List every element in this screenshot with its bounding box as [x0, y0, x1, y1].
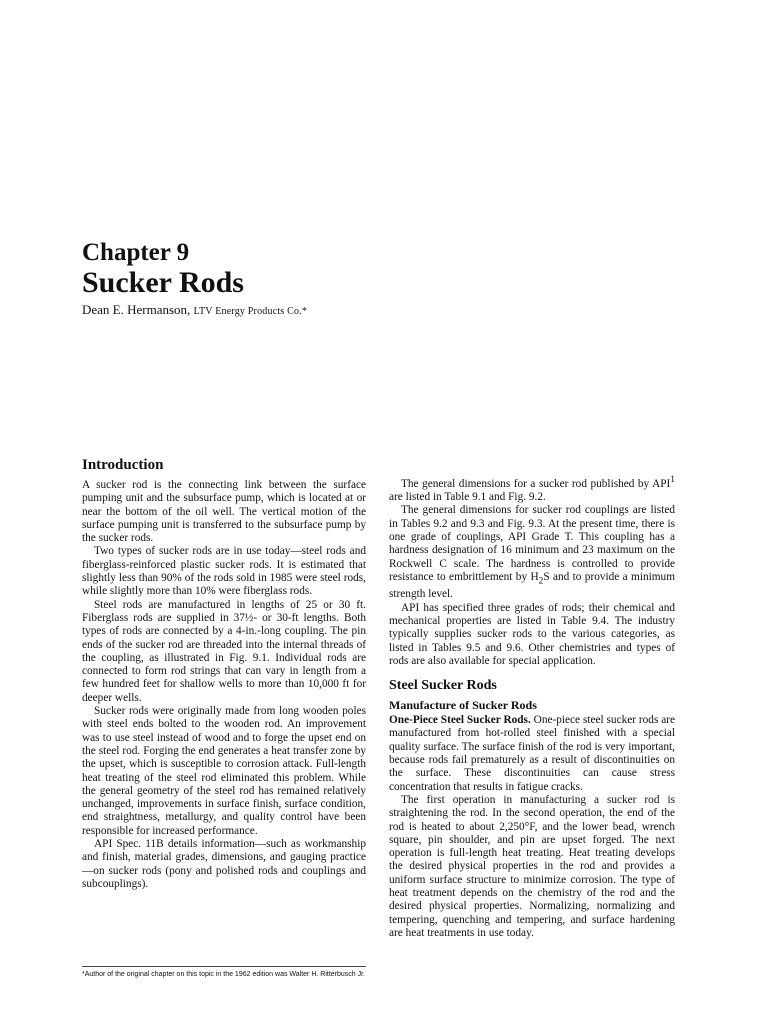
subscript-2: 2 — [538, 576, 544, 587]
reference-superscript: 1 — [670, 475, 675, 485]
right-paragraph-5: The first operation in manufacturing a sucker rod is straightening the rod. In the second operation, the end of the rod is heated to about 2,250°F, and the lower bead, wrench square, pin shoulder, and pin are upset forged. The next operation is full-length heat treating. Heat treating develops the desired physical properties in the rod and provides a uniform surface structure to minimize corrosion. The type of heat treatment depends on the chemistry of the rod and the desired physical properties. Normalizing, normalizing and tempering, quenching and tempering, and surface hardening are heat treatments in use today. — [389, 793, 675, 939]
intro-paragraph-5: API Spec. 11B details information—such as workmanship and finish, material grades, dimensions, and gauging practice—on sucker rods (pony and polished rods and couplings and subcouplings). — [82, 838, 366, 890]
chapter-title: Sucker Rods — [82, 266, 244, 299]
right-paragraph-4: One-Piece Steel Sucker Rods. One-piece steel sucker rods are manufactured from hot-rolled steel finished with a special quality surface. The surface finish of the rod is very important, because rods fail prematurely as a result of discontinuities on the surface. These discontinuities can cause stress concentration that results in fatigue cracks. — [389, 714, 676, 793]
chapter-label: Chapter 9 — [82, 239, 190, 266]
right-paragraph-3: API has specified three grades of rods; their chemical and mechanical properties are listed in Table 9.4. The industry typically supplies sucker rods to the various categories, as listed in Tables 9.5 and 9.6. Other chemistries and types of rods are also available for special application. — [389, 601, 675, 667]
intro-paragraph-3: Steel rods are manufactured in lengths of 25 or 30 ft. Fiberglass rods are supplied in 37½- or 30-ft lengths. Both types of rods are connected by a 4-in.-long coupling. The pin ends of the sucker rod are threaded into the internal threads of the coupling, as illustrated in Fig. 9.1. Individual rods are connected to form rod strings that can vary in length from a few hundred feet for shallow wells to more than 10,000 ft for deeper wells. — [82, 598, 366, 704]
right-paragraph-2: The general dimensions for sucker rod couplings are listed in Tables 9.2 and 9.3 and Fig. 9.3. At the present time, there is one grade of couplings, API Grade T. This coupling has a hardness designation of 16 minimum and 23 maximum on the Rockwell C scale. The hardness is controlled to provide resistance to embrittlement by $H_2S$ and to provide a minimum strength level. — [389, 504, 675, 601]
runin-heading: One-Piece Steel Sucker Rods. — [389, 714, 531, 727]
footnote: *Author of the original chapter on this topic in the 1962 edition was Walter H. Ritterbusch Jr. — [82, 971, 366, 978]
intro-paragraph-4: Sucker rods were originally made from long wooden poles with steel ends bolted to the wooden rod. An improvement was to use steel instead of wood and to forge the upset end on the steel rod. Forging the end generates a heat transfer zone by the upset, which is susceptible to corrosion attack. Full-length heat treating of the steel rod eliminated this problem. While the general geometry of the steel rod has remained relatively unchanged, improvements in surface finish, surface condition, end straightness, metallurgy, and quality control have been responsible for increased performance. — [82, 705, 366, 837]
section-heading-steel-sucker-rods: Steel Sucker Rods — [389, 678, 497, 694]
footnote-rule — [82, 966, 366, 967]
byline — [82, 302, 307, 320]
intro-paragraph-1: A sucker rod is the connecting link between the surface pumping unit and the subsurface pump, which is located at or near the bottom of the oil well. The vertical motion of the surface pumping unit is transferred to the subsurface pump by the sucker rods. — [82, 479, 366, 545]
intro-paragraph-2: Two types of sucker rods are in use today—steel rods and fiberglass-reinforced plastic sucker rods. It is estimated that slightly less than 90% of the rods sold in 1985 were steel rods, while slightly more than 10% were fiberglass rods. — [82, 545, 366, 598]
left-column — [82, 456, 366, 891]
right-column — [389, 474, 675, 940]
author-name: Dean E. Hermanson, — [82, 302, 191, 317]
section-heading-introduction: Introduction — [82, 457, 164, 473]
right-paragraph-1: The general dimensions for a sucker rod published by API$^1$ are listed in Table 9.1 and Fig. 9.2. — [389, 475, 675, 504]
author-affiliation: LTV Energy Products Co.* — [193, 306, 308, 317]
subheading-manufacture: Manufacture of Sucker Rods — [389, 698, 537, 713]
